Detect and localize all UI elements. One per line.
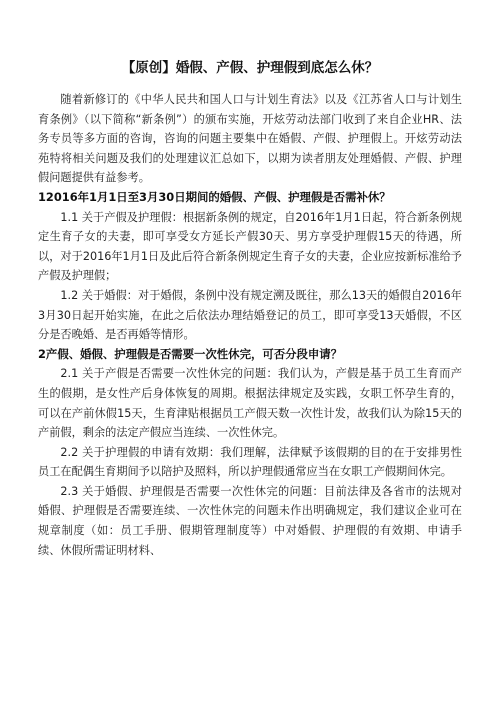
section-heading-1: 12016年1月1日至3月30日期间的婚假、产假、护理假是否需补休？ <box>38 189 391 204</box>
paragraph-1-1: 1.1 关于产假及护理假：根据新条例的规定，自2016年1月1日起，符合新条例规定生育子女的夫妻，即可享受女方延长产假30天、男方享受护理假15天的待遇，所以，对于2016年1月1日及此后符合新条例规定生育子女的夫妻，企业应按新标准给予产假及护理假； <box>38 210 462 283</box>
paragraph-2-3: 2.3 关于婚假、护理假是否需要一次性休完的问题：目前法律及各省市的法规对婚假、护理假是否需要连续、一次性休完的问题未作出明确规定，我们建议企业可在规章制度（如：员工手册、假期管理制度等）中对婚假、护理假的有效期、申请手续、休假所需证明材料、 <box>38 484 462 557</box>
paragraph-2-2: 2.2 关于护理假的申请有效期：我们理解，法律赋予该假期的目的在于安排男性员工在配偶生育期间予以陪护及照料，所以护理假通常应当在女职工产假期间休完。 <box>38 445 462 479</box>
document-title: 【原创】婚假、产假、护理假到底怎么休？ <box>121 60 379 76</box>
paragraph-1-2: 1.2 关于婚假：对于婚假，条例中没有规定溯及既往，那么13天的婚假自2016年3月30日起开始实施，在此之后依法办理结婚登记的员工，即可享受13天婚假，不区分是否晚婚、是否再婚等情形。 <box>38 288 462 342</box>
paragraph-2-1: 2.1 关于产假是否需要一次性休完的问题：我们认为，产假是基于员工生育而产生的假期，是女性产后身体恢复的周期。根据法律规定及实践，女职工怀孕生育的，可以在产前休假15天，生育津贴根据员工产假天数一次性计发，故我们认为除15天的产前假，剩余的法定产假应当连续、一次性休完。 <box>38 367 462 440</box>
document-page <box>38 58 462 560</box>
intro-paragraph: 随着新修订的《中华人民共和国人口与计划生育法》以及《江苏省人口与计划生育条例》（以下简称“新条例”）的颁布实施，开炫劳动法部门收到了来自企业HR、法务专员等多方面的咨询，咨询的问题主要集中在婚假、产假、护理假上。开炫劳动法苑特将相关问题及我们的处理建议汇总如下，以期为读者朋友处理婚假、产假、护理假问题提供有益参考。 <box>38 93 462 185</box>
section-heading-2: 2产假、婚假、护理假是否需要一次性休完，可否分段申请？ <box>38 346 343 361</box>
